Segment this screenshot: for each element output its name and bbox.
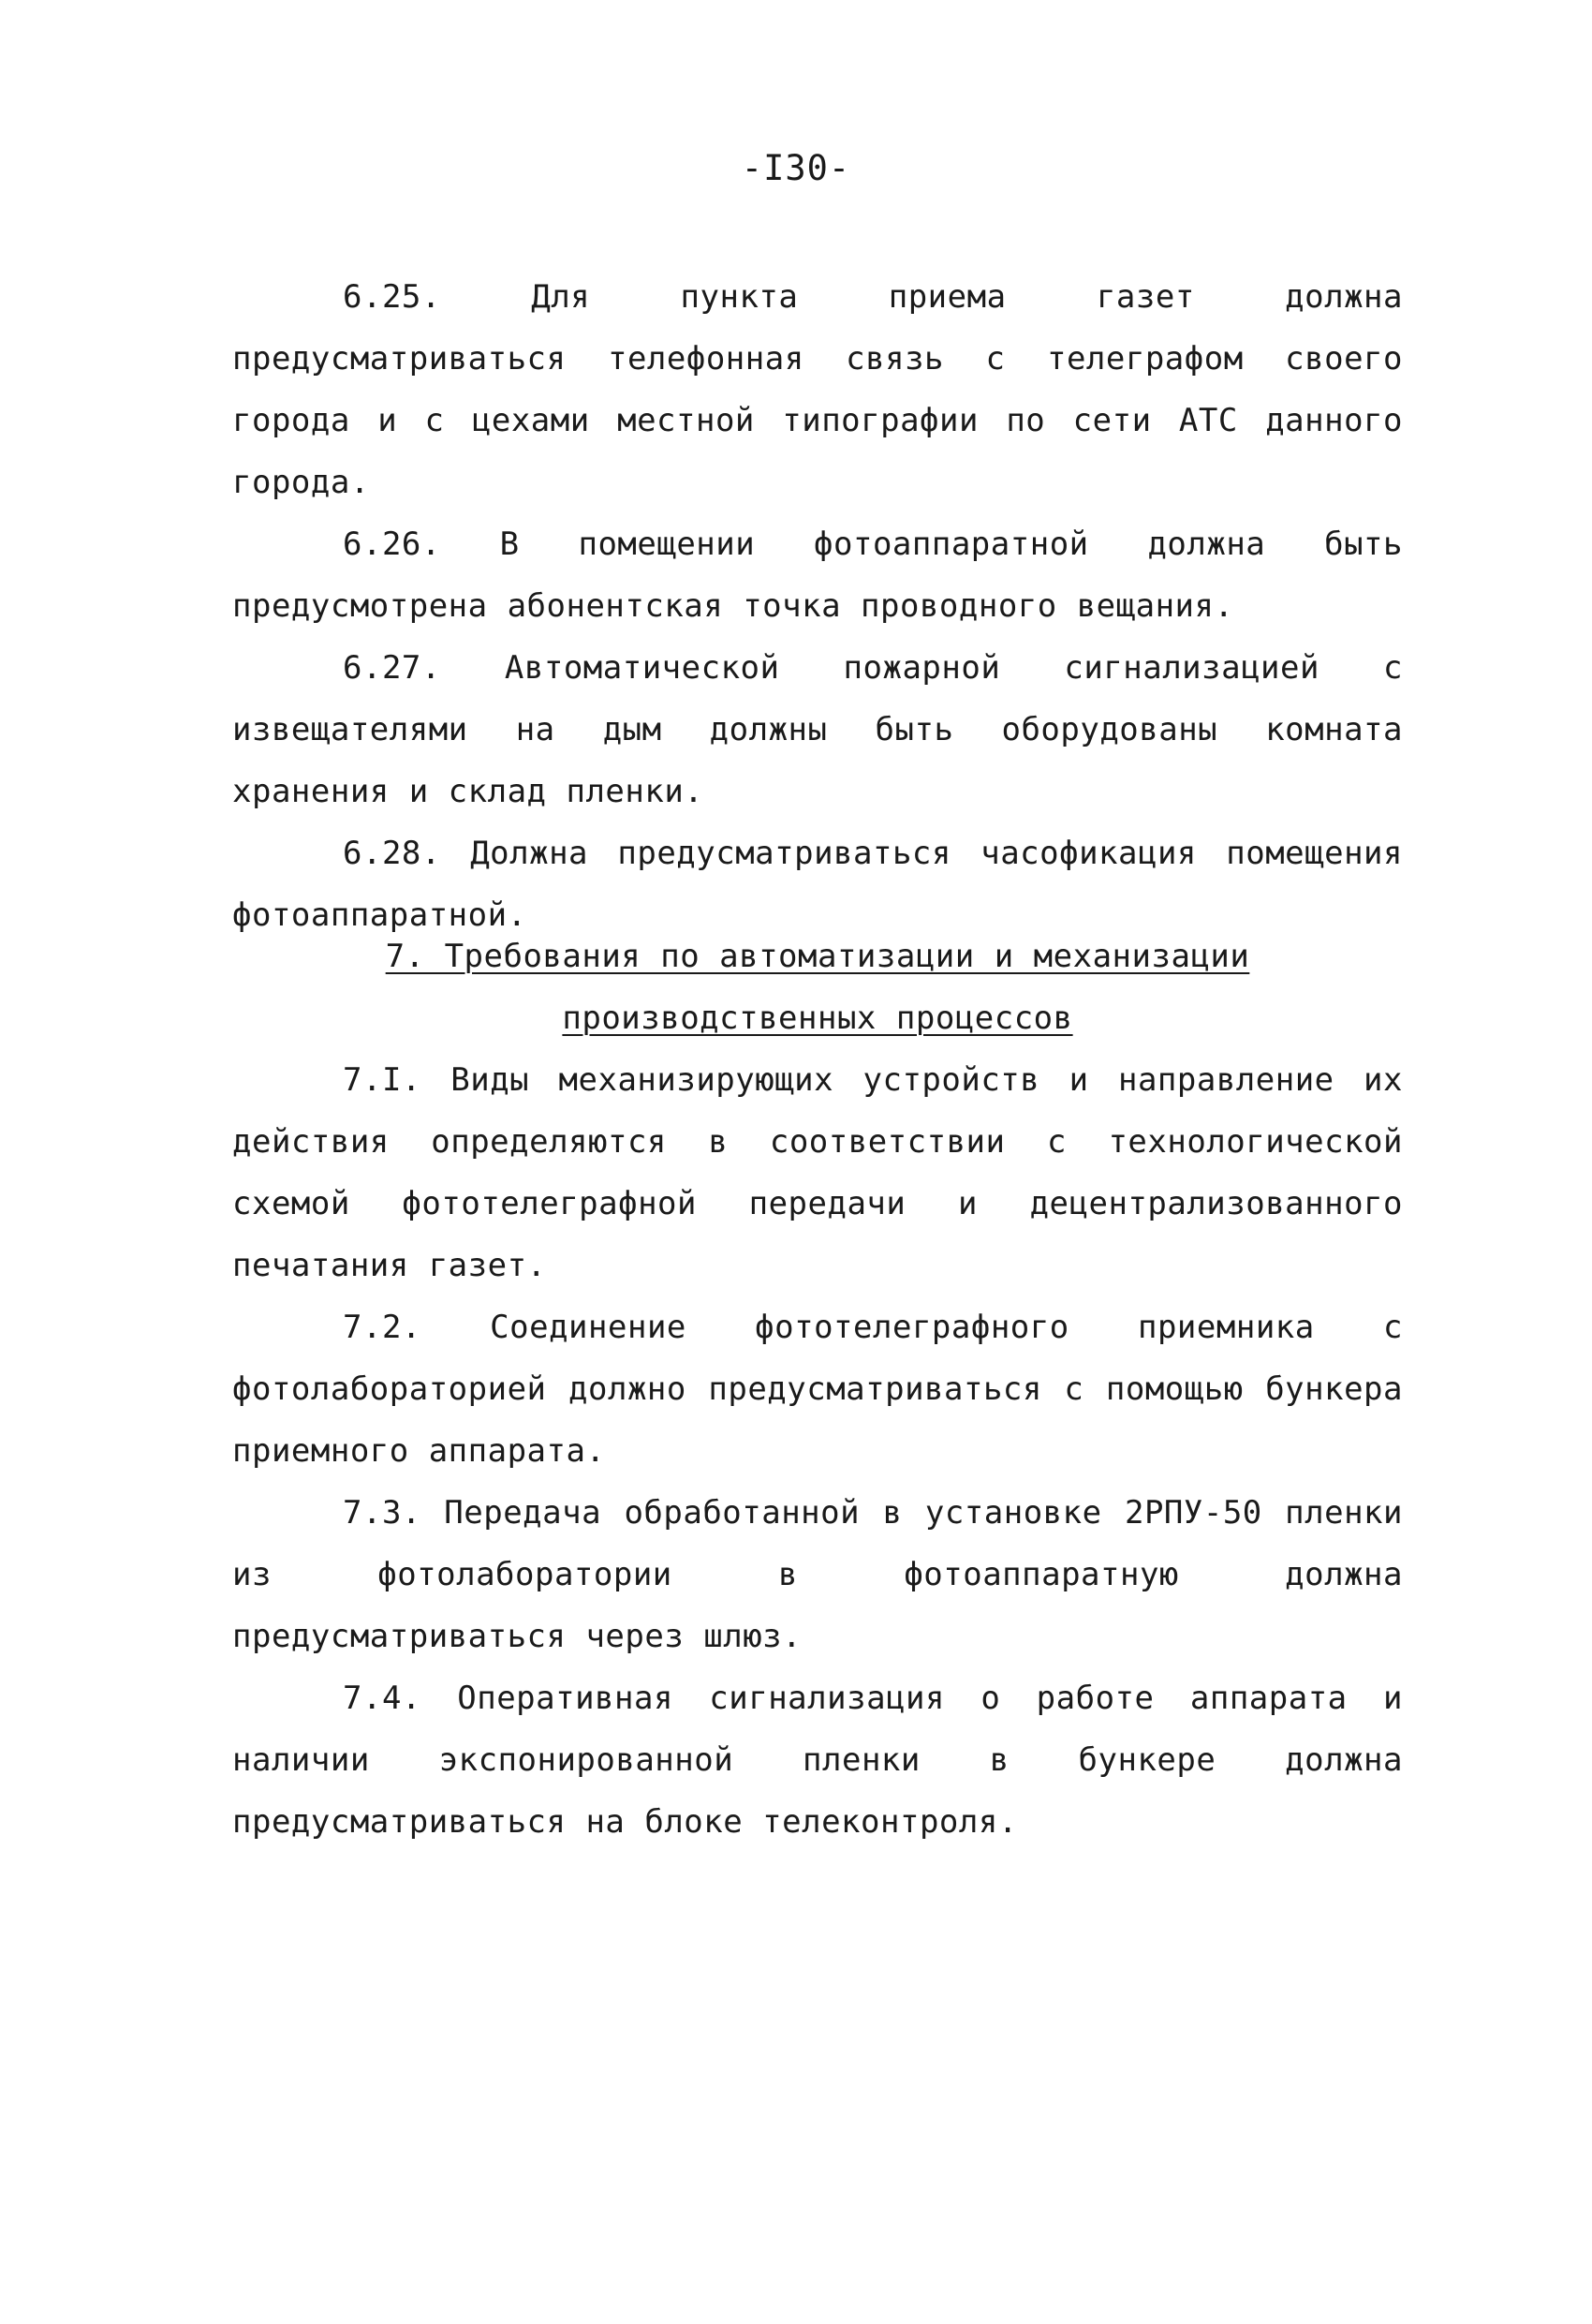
paragraph-7-2: 7.2. Соединение фототелеграфного приемника с фотолабораторией должно предусматриваться с помощью бункера приемного аппарата.: [232, 1309, 1403, 1470]
section-7-heading-line-2: производственных процессов: [562, 999, 1073, 1037]
section-6-text: [232, 266, 1403, 946]
section-7-text: [232, 1049, 1403, 1853]
paragraph-6-27: 6.27. Автоматической пожарной сигнализацией с извещателями на дым должны быть оборудованы комната хранения и склад пленки.: [232, 649, 1403, 810]
section-7-heading-line-1: 7. Требования по автоматизации и механизации: [385, 938, 1250, 975]
paragraph-6-28: 6.28. Должна предусматриваться часофикация помещения фотоаппаратной.: [232, 835, 1403, 934]
section-7-heading: [232, 925, 1403, 1049]
paragraph-7-4: 7.4. Оперативная сигнализация о работе аппарата и наличии экспонированной пленки в бункере должна предусматриваться на блоке телеконтроля.: [232, 1680, 1403, 1841]
paragraph-6-26: 6.26. В помещении фотоаппаратной должна быть предусмотрена абонентская точка проводного вещания.: [232, 525, 1403, 625]
page-number: -I30-: [741, 148, 851, 188]
paragraph-6-25: 6.25. Для пункта приема газет должна предусматриваться телефонная связь с телеграфом своего города и с цехами местной типографии по сети АТС данного города.: [232, 278, 1403, 501]
paragraph-7-3: 7.3. Передача обработанной в установке 2РПУ-50 пленки из фотолаборатории в фотоаппаратную должна предусматриваться через шлюз.: [232, 1494, 1403, 1655]
paragraph-7-1: 7.I. Виды механизирующих устройств и направление их действия определяются в соответствии с технологической схемой фототелеграфной передачи и децентрализованного печатания газет.: [232, 1061, 1403, 1284]
